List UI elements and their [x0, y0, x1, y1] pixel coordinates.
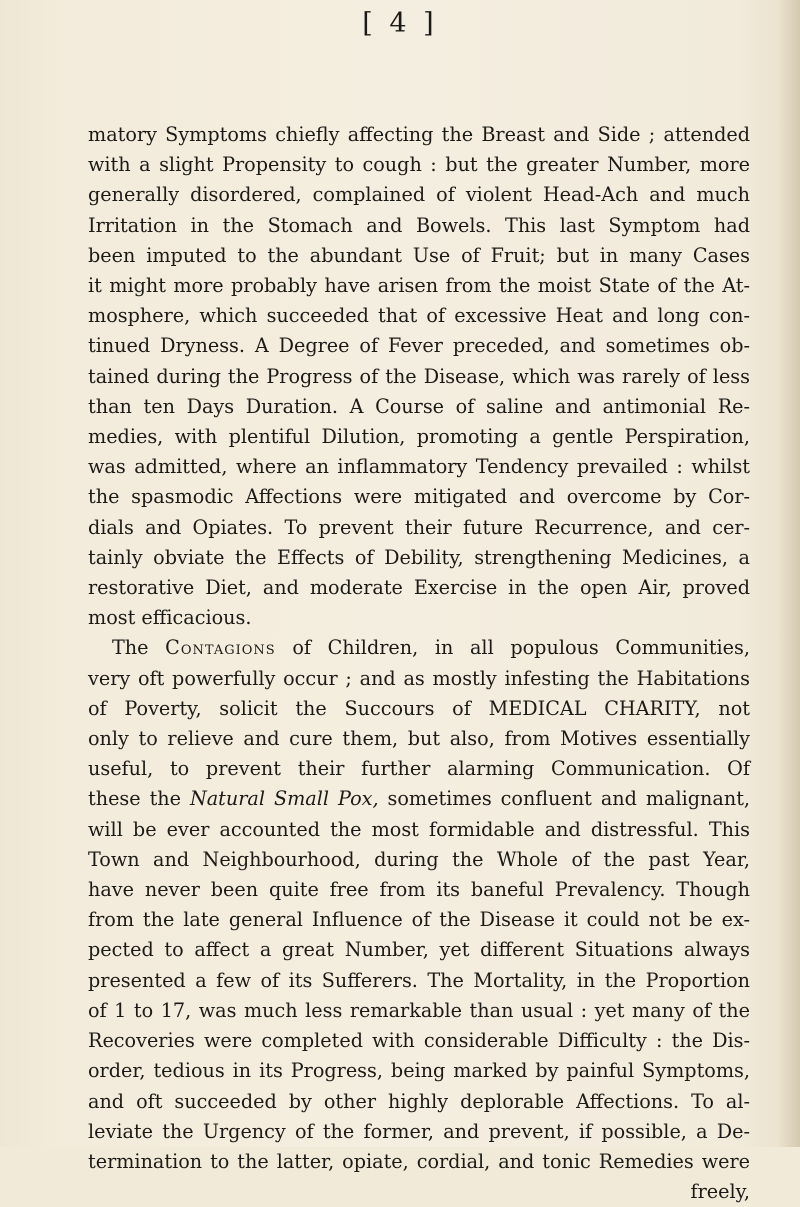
text-fragment: these the: [88, 787, 190, 811]
text-line: been imputed to the abundant Use of Fruit; but in many Cases: [88, 243, 750, 267]
text-line: it might more probably have arisen from the moist State of the At-: [88, 274, 750, 298]
page-edge-shadow: [778, 0, 800, 1147]
text-line: very oft powerfully occur ; and as mostly infesting the Habitations: [88, 666, 750, 690]
text-line: dials and Opiates. To prevent their future Recurrence, and cer-: [88, 515, 750, 539]
text-line: presented a few of its Sufferers. The Mortality, in the Proportion: [88, 968, 750, 992]
text-line: generally disordered, complained of violent Head-Ach and much: [88, 183, 750, 207]
italic-term: Natural Small Pox,: [189, 787, 379, 811]
text-line: was admitted, where an inflammatory Tendency prevailed : whilst: [88, 455, 750, 479]
text-line: of 1 to 17, was much less remarkable than usual : yet many of the: [88, 998, 750, 1022]
paragraph-start-line: [88, 633, 750, 663]
catchword: freely,: [690, 1180, 750, 1204]
text-line: useful, to prevent their further alarming Communication. Of: [88, 757, 750, 781]
paragraph-lead: The: [112, 636, 166, 660]
text-line: with a slight Propensity to cough : but the greater Number, more: [88, 153, 750, 177]
text-line: termination to the latter, opiate, cordial, and tonic Remedies were: [88, 1149, 750, 1173]
text-line: will be ever accounted the most formidable and distressful. This: [88, 817, 750, 841]
text-line: have never been quite free from its baneful Prevalency. Though: [88, 878, 750, 902]
text-line: Town and Neighbourhood, during the Whole of the past Year,: [88, 847, 750, 871]
text-line: Recoveries were completed with considerable Difficulty : the Dis-: [88, 1029, 750, 1053]
text-line-with-italic: [88, 784, 750, 814]
small-caps-term: Contagions: [165, 636, 276, 660]
text-line: mosphere, which succeeded that of excessive Heat and long con-: [88, 304, 750, 328]
text-line: than ten Days Duration. A Course of saline and antimonial Re-: [88, 394, 750, 418]
text-line: tained during the Progress of the Disease, which was rarely of less: [88, 364, 750, 388]
text-fragment: sometimes confluent and malignant,: [378, 787, 751, 811]
page-number-header: [ 4 ]: [362, 8, 438, 39]
text-line: pected to affect a great Number, yet different Situations always: [88, 938, 750, 962]
text-line: the spasmodic Affections were mitigated and overcome by Cor-: [88, 485, 750, 509]
text-line: from the late general Influence of the Disease it could not be ex-: [88, 908, 750, 932]
text-line: Irritation in the Stomach and Bowels. This last Symptom had: [88, 213, 750, 237]
text-line: restorative Diet, and moderate Exercise in the open Air, proved: [88, 576, 750, 600]
text-line: tainly obviate the Effects of Debility, strengthening Medicines, a: [88, 545, 750, 569]
text-line: leviate the Urgency of the former, and prevent, if possible, a De-: [88, 1119, 750, 1143]
text-line: medies, with plentiful Dilution, promoting a gentle Perspiration,: [88, 425, 750, 449]
text-line: only to relieve and cure them, but also, from Motives essentially: [88, 727, 750, 751]
text-line: matory Symptoms chiefly affecting the Breast and Side ; attended: [88, 123, 750, 146]
text-line: tinued Dryness. A Degree of Fever preceded, and sometimes ob-: [88, 334, 750, 358]
text-fragment: of Children, in all populous Communities,: [275, 636, 750, 660]
text-line: of Poverty, solicit the Succours of MEDICAL CHARITY, not: [88, 696, 750, 720]
text-line: most efficacious.: [88, 606, 252, 630]
text-line: and oft succeeded by other highly deplorable Affections. To al-: [88, 1089, 750, 1113]
body-text: [88, 120, 750, 1207]
text-line: order, tedious in its Progress, being marked by painful Symptoms,: [88, 1059, 750, 1083]
